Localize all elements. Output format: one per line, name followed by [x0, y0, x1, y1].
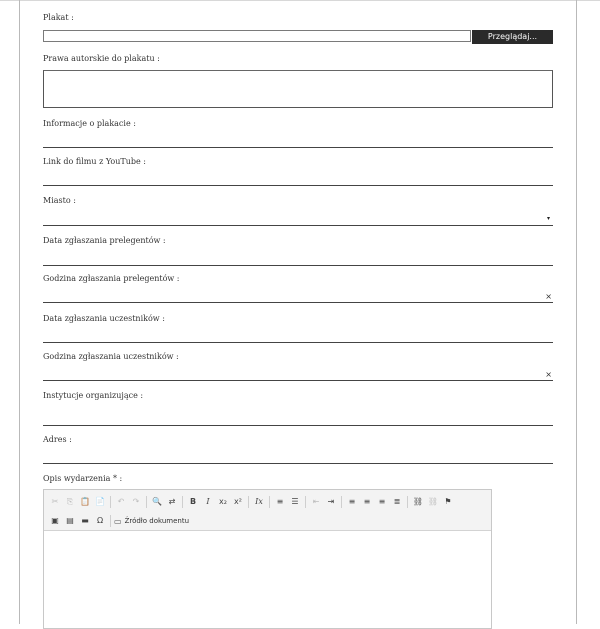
- editor-content-area[interactable]: [44, 531, 491, 628]
- rich-text-editor: [43, 489, 492, 629]
- toolbar-separator: [182, 496, 183, 508]
- paste-text-icon[interactable]: 📄: [95, 497, 105, 506]
- chevron-down-icon[interactable]: ▾: [546, 215, 550, 222]
- poster-label: Plakat :: [43, 13, 74, 22]
- source-document-icon: ▭: [114, 516, 122, 526]
- copy-icon[interactable]: ⎘: [66, 497, 74, 506]
- bulleted-list-icon[interactable]: ☰: [291, 497, 299, 506]
- flash-icon[interactable]: ▤: [66, 516, 74, 525]
- participants-date-label: Data zgłaszania uczestników :: [43, 314, 165, 323]
- poster-info-input[interactable]: [43, 147, 553, 148]
- justify-icon[interactable]: ≣: [393, 497, 401, 506]
- address-label: Adres :: [43, 435, 72, 444]
- organizers-input[interactable]: [43, 425, 553, 426]
- city-label: Miasto :: [43, 196, 76, 205]
- paste-icon[interactable]: 📋: [80, 497, 90, 506]
- toolbar-separator: [305, 496, 306, 508]
- youtube-link-input[interactable]: [43, 185, 553, 186]
- source-document-label: Źródło dokumentu: [124, 517, 190, 525]
- toolbar-separator: [110, 496, 111, 508]
- anchor-flag-icon[interactable]: ⚑: [444, 497, 452, 506]
- editor-toolbar-row-1: [48, 495, 456, 509]
- copyright-label: Prawa autorskie do plakatu :: [43, 54, 160, 63]
- participants-time-input[interactable]: [43, 380, 553, 381]
- horizontal-rule-icon[interactable]: ▬: [81, 516, 89, 525]
- poster-info-label: Informacje o plakacie :: [43, 119, 136, 128]
- undo-icon[interactable]: ↶: [117, 497, 125, 506]
- toolbar-separator: [146, 496, 147, 508]
- speakers-time-label: Godzina zgłaszania prelegentów :: [43, 274, 180, 283]
- toolbar-separator: [110, 515, 111, 527]
- replace-icon[interactable]: ⇄: [168, 497, 176, 506]
- description-label: Opis wydarzenia * :: [43, 474, 123, 483]
- youtube-link-label: Link do filmu z YouTube :: [43, 157, 146, 166]
- city-select[interactable]: [43, 225, 553, 226]
- copyright-textarea[interactable]: [43, 70, 553, 108]
- speakers-time-input[interactable]: [43, 302, 553, 303]
- participants-time-label: Godzina zgłaszania uczestników :: [43, 352, 179, 361]
- superscript-icon[interactable]: x²: [234, 497, 242, 506]
- speakers-date-label: Data zgłaszania prelegentów :: [43, 236, 166, 245]
- unlink-icon[interactable]: ⛓: [427, 497, 439, 506]
- source-document-button[interactable]: [114, 514, 189, 528]
- special-char-icon[interactable]: Ω: [96, 516, 104, 525]
- toolbar-separator: [269, 496, 270, 508]
- image-icon[interactable]: ▣: [51, 516, 59, 525]
- poster-file-input[interactable]: [43, 30, 471, 42]
- bold-icon[interactable]: B: [189, 497, 197, 506]
- toolbar-separator: [407, 496, 408, 508]
- clear-icon[interactable]: ×: [545, 370, 552, 379]
- toolbar-separator: [248, 496, 249, 508]
- page-left-border: [19, 0, 20, 624]
- align-left-icon[interactable]: ≡: [348, 497, 356, 506]
- align-right-icon[interactable]: ≡: [378, 497, 386, 506]
- cut-icon[interactable]: ✂: [51, 497, 59, 506]
- browse-button[interactable]: Przeglądaj...: [472, 30, 553, 44]
- speakers-date-input[interactable]: [43, 265, 553, 266]
- indent-icon[interactable]: ⇥: [327, 497, 335, 506]
- outdent-icon[interactable]: ⇤: [312, 497, 320, 506]
- participants-date-input[interactable]: [43, 342, 553, 343]
- find-icon[interactable]: 🔍: [152, 497, 162, 506]
- editor-toolbar: [44, 490, 491, 531]
- clear-icon[interactable]: ×: [545, 292, 552, 301]
- page-right-border: [576, 0, 577, 624]
- organizers-label: Instytucje organizujące :: [43, 391, 144, 400]
- remove-format-icon[interactable]: Ix: [255, 497, 263, 506]
- link-icon[interactable]: ⛓: [412, 497, 424, 506]
- address-input[interactable]: [43, 463, 553, 464]
- italic-icon[interactable]: I: [206, 497, 210, 506]
- align-center-icon[interactable]: ≡: [363, 497, 371, 506]
- toolbar-separator: [341, 496, 342, 508]
- page-top-border: [0, 0, 600, 5]
- redo-icon[interactable]: ↷: [132, 497, 140, 506]
- numbered-list-icon[interactable]: ≡: [276, 497, 284, 506]
- subscript-icon[interactable]: x₂: [219, 497, 227, 506]
- editor-toolbar-row-2: [48, 514, 189, 528]
